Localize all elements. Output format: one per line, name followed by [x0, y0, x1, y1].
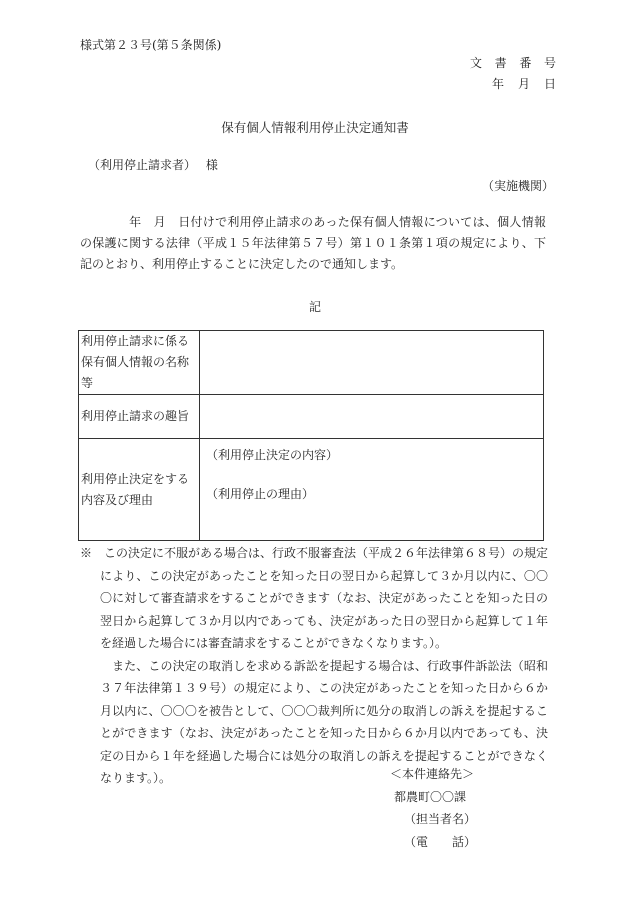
- row-value-info-name: [200, 331, 544, 395]
- doc-number-label: 文書番号: [470, 56, 556, 70]
- contact-department: 都農町〇〇課: [394, 789, 467, 804]
- appeal-notes: [80, 542, 548, 790]
- recipient-line: （利用停止請求者） 様: [88, 158, 218, 172]
- contact-person: （担当者名）: [404, 812, 477, 826]
- row-label-decision-reason: 利用停止決定をする内容及び理由: [79, 439, 200, 541]
- date-label: 年月日: [492, 77, 556, 91]
- body-paragraph: 年 月 日付けで利用停止請求のあった保有個人情報については、個人情報の保護に関する法律（平成１５年法律第５７号）第１０１条第１項の規定により、下記のとおり、利用停止することに決定したので通知します。: [80, 215, 546, 271]
- table-row: [79, 439, 544, 541]
- row-value-request-purpose: [200, 395, 544, 439]
- doc-number-block: [470, 54, 556, 96]
- decision-reason-label: （利用停止の理由）: [206, 487, 315, 501]
- table-row: [79, 395, 544, 439]
- ki-heading: 記: [308, 300, 321, 314]
- decision-content-label: （利用停止決定の内容）: [206, 448, 339, 462]
- form-number: 様式第２３号(第５条関係): [80, 38, 222, 52]
- implementing-agency: （実施機関）: [481, 179, 554, 193]
- note-lawsuit: また、この決定の取消しを求める訴訟を提起する場合は、行政事件訴訟法（昭和３７年法律第１３９号）の規定により、この決定があったことを知った日から６か月以内に、〇〇〇を被告として、〇〇〇裁判所に処分の取消しの訴えを提起することができます（なお、決定があったことを知った日から６か月以内であっても、決定の日から１年を経過した場合には処分の取消しの訴えを提起することができなくなります。）。: [100, 658, 548, 785]
- row-label-request-purpose: 利用停止請求の趣旨: [79, 395, 200, 439]
- note-review-request: ※ この決定に不服がある場合は、行政不服審査法（平成２６年法律第６８号）の規定により、この決定があったことを知った日の翌日から起算して３か月以内に、〇〇〇に対して審査請求をすることができます（なお、決定があったことを知った日の翌日から起算して３か月以内であっても、決定があった日の翌日から起算して１年を経過した場合には審査請求をすることができなくなります。）。: [80, 546, 549, 650]
- document-title: 保有個人情報利用停止決定通知書: [221, 120, 409, 135]
- row-label-info-name: 利用停止請求に係る保有個人情報の名称等: [79, 331, 200, 395]
- table-row: [79, 331, 544, 395]
- contact-phone: （電 話）: [404, 834, 477, 849]
- contact-header: ＜本件連絡先＞: [390, 767, 475, 781]
- contact-block: [390, 763, 480, 853]
- decision-table: [78, 330, 544, 541]
- row-value-decision-reason: [200, 439, 544, 541]
